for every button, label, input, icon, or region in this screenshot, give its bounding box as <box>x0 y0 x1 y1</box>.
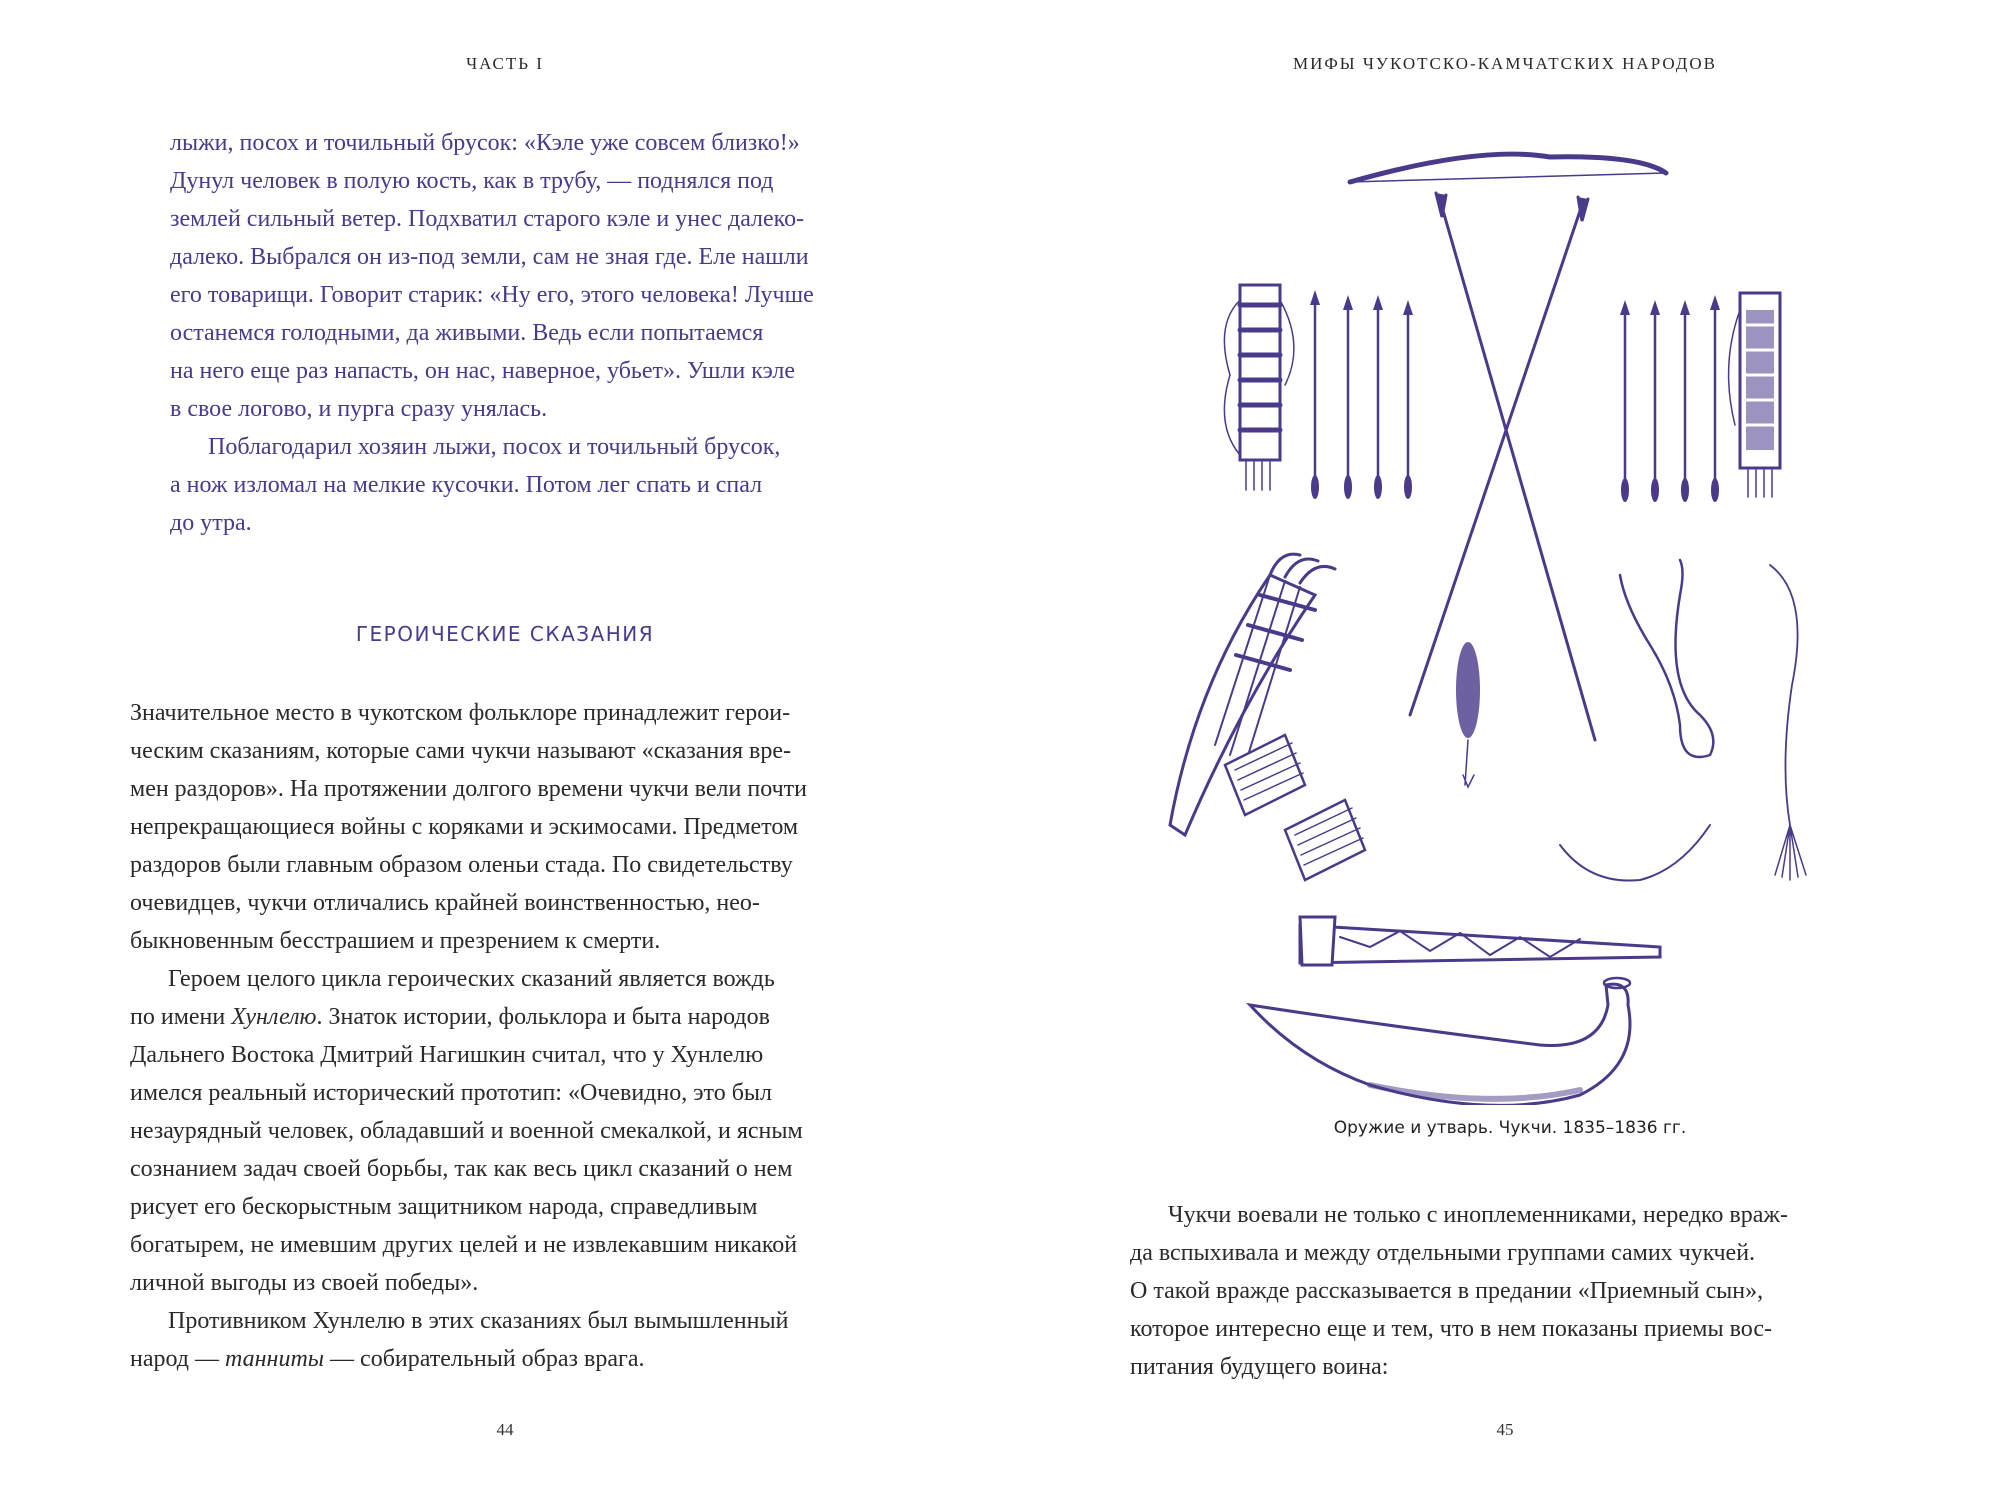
cord <box>1560 825 1710 881</box>
text-line: богатырем, не имевшим других целей и не извлекавшим никакой <box>130 1232 798 1258</box>
text-line: Дунул человек в полую кость, как в трубу, — поднялся под <box>170 168 774 194</box>
text-line: очевидцев, чукчи отличались крайней воинственностью, нео- <box>130 890 760 916</box>
text-line: в свое логово, и пурга сразу унялась. <box>170 396 548 422</box>
text-line: Противником Хунлелю в этих сказаниях был вымышленный <box>168 1308 789 1334</box>
page-number-left: 44 <box>496 1420 514 1439</box>
pendant <box>1456 642 1480 738</box>
arrows-left <box>1315 305 1408 487</box>
text-line: рисует его бескорыстным защитником народа, справедливым <box>130 1194 758 1220</box>
text-line: Героем целого цикла героических сказаний является вождь <box>168 966 775 992</box>
text-line: Поблагодарил хозяин лыжи, посох и точильный брусок, <box>208 434 781 460</box>
text-run: — собирательный образ врага. <box>324 1346 645 1372</box>
text-line: Чукчи воевали не только с иноплеменниками, нередко враж- <box>1168 1202 1788 1228</box>
text-line: до утра. <box>170 510 252 536</box>
italic-name: Хунлелю <box>231 1004 317 1030</box>
text-line: Дальнего Востока Дмитрий Нагишкин считал, что у Хунлелю <box>130 1042 764 1068</box>
body-paragraph-1 <box>130 694 890 960</box>
text-line: останемся голодными, да живыми. Ведь если попытаемся <box>170 320 764 346</box>
running-head-left: ЧАСТЬ I <box>466 54 544 73</box>
spear <box>1410 205 1582 715</box>
body-paragraph-2 <box>130 960 890 1302</box>
text-line: личной выгоды из своей победы». <box>130 1270 479 1296</box>
pipe <box>1300 917 1660 965</box>
text-line <box>130 998 890 1036</box>
lasso <box>1620 560 1713 757</box>
text-line: да вспыхивала и между отдельными группами самих чукчей. <box>1130 1240 1756 1266</box>
page-number-right: 45 <box>1496 1420 1514 1439</box>
section-heading: ГЕРОИЧЕСКИЕ СКАЗАНИЯ <box>355 622 655 646</box>
text-line: его товарищи. Говорит старик: «Ну его, этого человека! Лучше <box>170 282 814 308</box>
text-line: а нож изломал на мелкие кусочки. Потом лег спать и спал <box>170 472 763 498</box>
text-line: имелся реальный исторический прототип: «Очевидно, это был <box>130 1080 773 1106</box>
vessel <box>1250 978 1630 1105</box>
text-line: быкновенным бесстрашием и презрением к смерти. <box>130 928 661 954</box>
text-line: на него еще раз напасть, он нас, наверное, убьет». Ушли кэле <box>170 358 796 384</box>
text-line: непрекращающиеся войны с коряками и эскимосами. Предметом <box>130 814 799 840</box>
text-line: землей сильный ветер. Подхватил старого кэле и унес далеко- <box>170 206 805 232</box>
text-line: которое интересно еще и тем, что в нем показаны приемы вос- <box>1130 1316 1772 1342</box>
woven-pouch <box>1225 735 1305 815</box>
text-line: О такой вражде рассказывается в предании «Приемный сын», <box>1130 1278 1764 1304</box>
figure-caption: Оружие и утварь. Чукчи. 1835–1836 гг. <box>1333 1118 1687 1138</box>
text-line: раздоров были главным образом оленьи стада. По свидетельству <box>130 852 793 878</box>
text-line: сознанием задач своей борьбы, так как весь цикл сказаний о нем <box>130 1156 793 1182</box>
text-line: ческим сказаниям, которые сами чукчи называют «сказания вре- <box>130 738 792 764</box>
text-line: лыжи, посох и точильный брусок: «Кэле уже совсем близко!» <box>170 130 800 156</box>
woven-pouch <box>1285 800 1365 880</box>
text-line: Значительное место в чукотском фольклоре принадлежит герои- <box>130 700 791 726</box>
story-paragraph-1 <box>170 124 886 428</box>
body-paragraph-3 <box>130 1302 890 1378</box>
whip <box>1770 565 1798 825</box>
italic-name: танниты <box>225 1346 325 1372</box>
quiver-left <box>1224 285 1294 490</box>
text-run: по имени <box>130 1004 232 1030</box>
right-paragraph <box>1130 1196 1890 1386</box>
arrows-right <box>1625 310 1715 490</box>
text-line <box>130 1340 890 1378</box>
text-run: народ — <box>130 1346 226 1372</box>
weapons-illustration <box>1120 125 1880 1105</box>
story-paragraph-2 <box>170 428 886 542</box>
quiver-right <box>1729 293 1780 497</box>
text-line: незаурядный человек, обладавший и военной смекалкой, и ясным <box>130 1118 803 1144</box>
text-line: питания будущего воина: <box>1130 1354 1389 1380</box>
text-run: . Знаток истории, фольклора и быта народов <box>316 1004 770 1030</box>
running-head-right: МИФЫ ЧУКОТСКО-КАМЧАТСКИХ НАРОДОВ <box>1292 54 1718 73</box>
text-line: мен раздоров». На протяжении долгого времени чукчи вели почти <box>130 776 807 802</box>
text-line: далеко. Выбрался он из-под земли, сам не зная где. Еле нашли <box>170 244 809 270</box>
